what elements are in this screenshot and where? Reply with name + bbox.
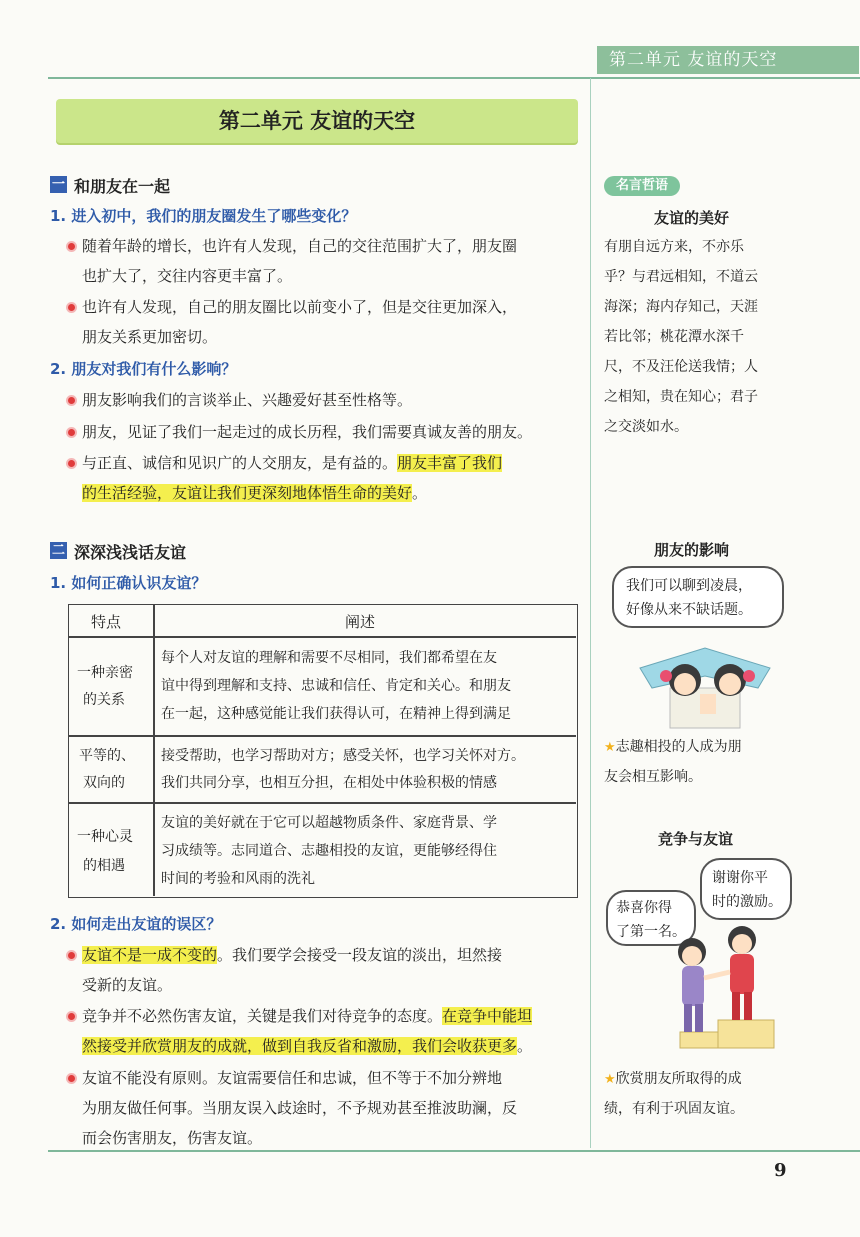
section-1-title: 和朋友在一起	[74, 177, 171, 196]
caption-line: 友会相互影响。	[604, 769, 702, 785]
text-plain: 。	[517, 1037, 533, 1055]
quote-line: 之相知，贵在知心；君子	[604, 389, 758, 405]
text-line	[82, 1035, 532, 1056]
bullet-icon	[66, 395, 77, 406]
footer-rule	[48, 1150, 860, 1152]
quote-title: 友谊的美好	[654, 209, 730, 227]
bullet-icon	[66, 241, 77, 252]
bullet-icon	[66, 458, 77, 469]
speech-bubble	[700, 858, 792, 920]
text-line	[82, 482, 427, 503]
star-icon: ★	[604, 740, 616, 755]
text-plain: 竞争并不必然伤害友谊，关键是我们对待竞争的态度。	[82, 1007, 443, 1025]
bullet-icon	[66, 302, 77, 313]
quote-line: 若比邻；桃花潭水深千	[604, 329, 744, 345]
table-cell: 的关系	[83, 692, 125, 708]
table-cell: 一种心灵	[77, 829, 133, 845]
text-plain: 。	[412, 484, 428, 502]
table-cell: 接受帮助，也学习帮助对方；感受关怀，也学习关怀对方。	[161, 748, 525, 764]
text-line: 朋友关系更加密切。	[82, 328, 218, 346]
highlighted-text: 在竞争中能坦	[442, 1007, 533, 1025]
unit-header-tag: 第二单元 友谊的天空	[597, 46, 859, 74]
table-cell: 双向的	[83, 775, 125, 791]
highlighted-text: 朋友丰富了我们	[397, 454, 503, 472]
text-line: 为朋友做任何事。当朋友误入歧途时，不予规劝甚至推波助澜，反	[82, 1099, 518, 1117]
table-header: 阐述	[345, 613, 376, 631]
caption-line	[604, 736, 742, 756]
bullet-icon	[66, 1011, 77, 1022]
table-cell: 谊中得到理解和支持、忠诚和信任、肯定和关心。和朋友	[161, 678, 511, 694]
table-col-divider	[153, 605, 155, 896]
text-plain: 与正直、诚信和见识广的人交朋友，是有益的。	[82, 454, 398, 472]
bubble-line: 我们可以聊到凌晨，	[626, 578, 752, 594]
bubble-line: 谢谢你平	[712, 870, 768, 886]
bubble-line: 好像从来不缺话题。	[626, 602, 752, 618]
quote-line: 尺，不及汪伦送我情；人	[604, 359, 758, 375]
caption-text: 志趣相投的人成为朋	[615, 739, 742, 755]
table-cell: 一种亲密	[77, 665, 133, 681]
page-number: 9	[774, 1160, 787, 1181]
table-cell: 平等的、	[79, 748, 135, 764]
friendship-table	[68, 604, 578, 898]
sidebar-divider	[590, 78, 591, 1148]
bullet-icon	[66, 1073, 77, 1084]
text-line	[82, 452, 502, 473]
table-cell: 习成绩等。志同道合、志趣相投的友谊，更能够经得住	[161, 843, 497, 859]
text-line: 朋友，见证了我们一起走过的成长历程，我们需要真诚友善的朋友。	[82, 423, 533, 441]
section-2-badge: 二	[51, 543, 65, 558]
text-plain: 。我们要学会接受一段友谊的淡出，坦然接	[217, 946, 503, 964]
star-icon: ★	[604, 1072, 616, 1087]
caption-line: 绩，有利于巩固友谊。	[604, 1101, 744, 1117]
table-row-divider	[69, 636, 576, 638]
text-line: 也许有人发现，自己的朋友圈比以前变小了，但是交往更加深入，	[82, 298, 518, 316]
caption-text: 欣赏朋友所取得的成	[615, 1071, 742, 1087]
friends-chatting-illustration	[630, 628, 780, 730]
header-rule	[48, 77, 860, 79]
table-cell: 在一起，这种感觉能让我们获得认可，在精神上得到满足	[161, 706, 511, 722]
question-1-2-title: 2. 朋友对我们有什么影响？	[50, 360, 237, 378]
text-line	[82, 1005, 532, 1026]
bubble-line: 恭喜你得	[616, 900, 672, 916]
quote-line: 之交淡如水。	[604, 419, 688, 435]
winner-congratulated-illustration	[660, 920, 780, 1050]
highlighted-text: 然接受并欣赏朋友的成就，做到自我反省和激励，我们会收获更多	[82, 1037, 518, 1055]
highlighted-text: 友谊不是一成不变的	[82, 946, 218, 964]
question-1-1-title: 1. 进入初中，我们的朋友圈发生了哪些变化？	[50, 207, 357, 225]
text-line	[82, 944, 502, 965]
text-line: 随着年龄的增长，也许有人发现，自己的交往范围扩大了，朋友圈	[82, 237, 518, 255]
table-row-divider	[69, 735, 576, 737]
page-title: 第二单元 友谊的天空	[218, 109, 416, 133]
quote-line: 海深；海内存知己，天涯	[604, 299, 758, 315]
table-cell: 我们共同分享，也相互分担，在相处中体验积极的情感	[161, 775, 497, 791]
quote-badge: 名言哲语	[604, 176, 680, 196]
bullet-icon	[66, 950, 77, 961]
table-row-divider	[69, 802, 576, 804]
text-line: 而会伤害朋友，伤害友谊。	[82, 1129, 263, 1147]
table-cell: 友谊的美好就在于它可以超越物质条件、家庭背景、学	[161, 815, 497, 831]
question-2-1-title: 1. 如何正确认识友谊？	[50, 574, 207, 592]
question-2-2-title: 2. 如何走出友谊的误区？	[50, 915, 222, 933]
bubble-line: 了第一名。	[616, 924, 686, 940]
section-2-title: 深深浅浅话友谊	[74, 543, 187, 562]
influence-title: 朋友的影响	[654, 541, 730, 559]
section-1-badge: 一	[51, 177, 65, 192]
caption-line	[604, 1068, 742, 1088]
text-line: 也扩大了，交往内容更丰富了。	[82, 267, 293, 285]
table-cell: 时间的考验和风雨的洗礼	[161, 871, 315, 887]
speech-bubble	[612, 566, 784, 628]
text-line: 朋友影响我们的言谈举止、兴趣爱好甚至性格等。	[82, 391, 413, 409]
quote-line: 有朋自远方来，不亦乐	[604, 239, 744, 255]
compete-title: 竞争与友谊	[658, 830, 734, 848]
table-cell: 每个人对友谊的理解和需要不尽相同，我们都希望在友	[161, 650, 497, 666]
text-line: 友谊不能没有原则。友谊需要信任和忠诚，但不等于不加分辨地	[82, 1069, 503, 1087]
quote-line: 乎？与君远相知，不道云	[604, 269, 758, 285]
table-header: 特点	[91, 613, 122, 631]
table-cell: 的相遇	[83, 858, 125, 874]
bullet-icon	[66, 427, 77, 438]
bubble-line: 时的激励。	[712, 894, 782, 910]
text-line: 受新的友谊。	[82, 976, 173, 994]
highlighted-text: 的生活经验，友谊让我们更深刻地体悟生命的美好	[82, 484, 413, 502]
